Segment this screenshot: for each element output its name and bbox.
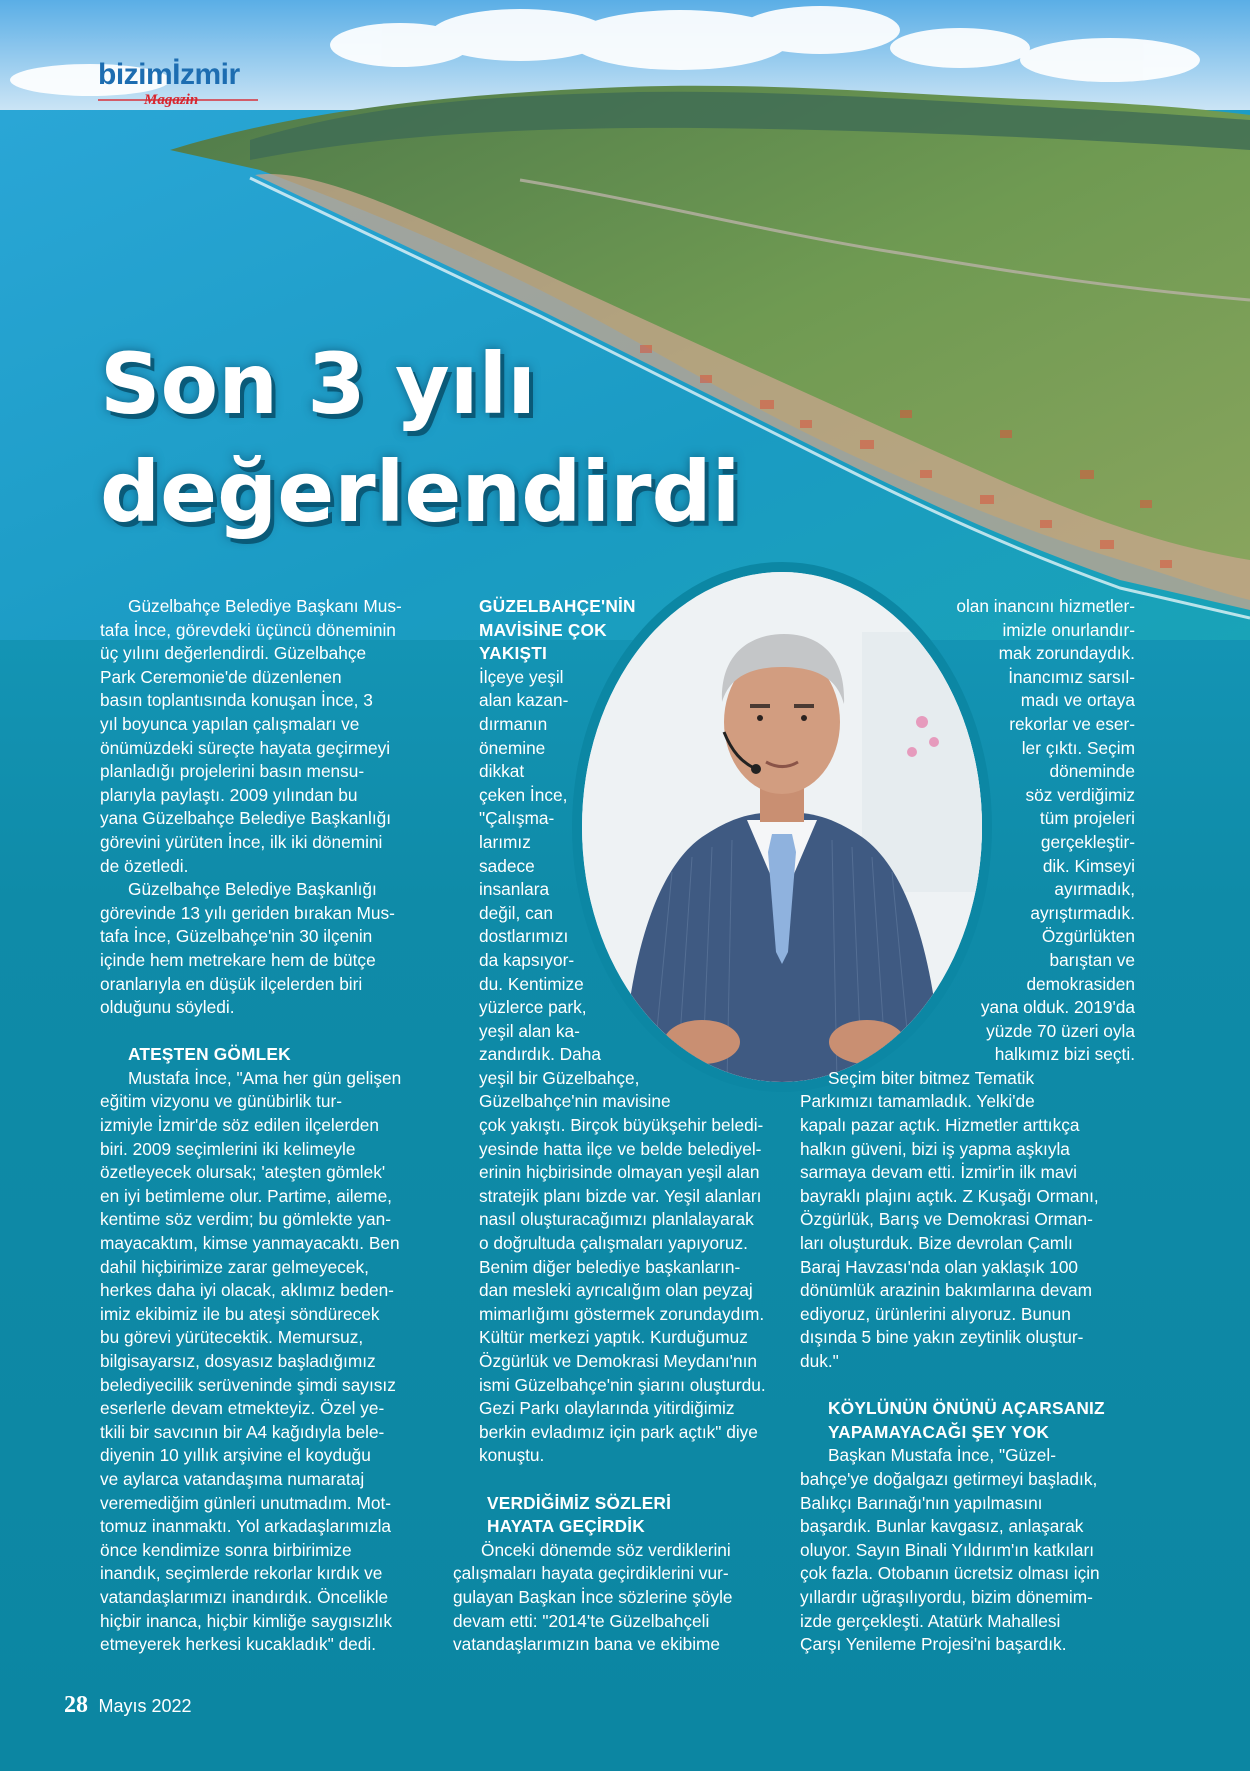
text-line: tomuz inanmaktı. Yol arkadaşlarımızla: [100, 1516, 392, 1537]
headline: [100, 330, 740, 546]
text-line: dönümlük arazinin bakımlarına devam: [800, 1280, 1093, 1301]
text-line: GÜZELBAHÇE'NİN: [479, 596, 636, 616]
col2-subheading-1: [453, 595, 773, 666]
text-line: Özgürlükten: [1041, 926, 1135, 947]
col3-subheading: [800, 1397, 1145, 1444]
text-line: MAVİSİNE ÇOK: [479, 619, 607, 640]
text-line: vatandaşlarımızı inandırdık. Öncelikle: [100, 1586, 389, 1607]
text-line: bu görevi yürütecektik. Memursuz,: [100, 1327, 364, 1348]
text-line: Önceki dönemde söz verdiklerini: [481, 1539, 731, 1560]
text-line: Çarşı Yenileme Projesi'ni başardık.: [800, 1634, 1067, 1655]
text-line: du. Kentimize: [479, 973, 584, 994]
text-line: döneminde: [1049, 761, 1135, 782]
text-line: demokrasiden: [1026, 973, 1135, 994]
text-line: sarmaya devam etti. İzmir'in ilk mavi: [800, 1162, 1077, 1183]
text-line: Başkan Mustafa İnce, "Güzel-: [828, 1445, 1057, 1466]
text-line: yüzde 70 üzeri oyla: [986, 1020, 1135, 1041]
text-line: YAPAMAYACAĞI ŞEY YOK: [828, 1421, 1050, 1442]
text-line: halkın güveni, bizi iş yapma aşkıyla: [800, 1138, 1070, 1159]
text-line: larımız: [479, 831, 531, 852]
text-line: kapalı pazar açtık. Hizmetler arttıkça: [800, 1115, 1080, 1136]
text-line: ve aylarca vatandaşıma numarataj: [100, 1468, 365, 1489]
text-line: erinin hiçbirisinde olmayan yeşil alan: [479, 1162, 760, 1183]
text-line: berkin evladımız için park açtık" diye: [479, 1421, 758, 1442]
text-line: gulayan Başkan İnce sözlerine şöyle: [453, 1586, 733, 1607]
spacer: [453, 1468, 773, 1492]
text-line: en iyi betimleme olur. Partime, aileme,: [100, 1185, 392, 1206]
text-line: halkımız bizi seçti.: [994, 1044, 1135, 1065]
text-line: mimarlığımı göstermek zorundaydım.: [479, 1303, 765, 1324]
logo-text: bizimİzmir: [98, 58, 240, 91]
text-line: inandık, seçimlerde rekorlar kırdık ve: [100, 1563, 383, 1584]
text-line: Güzelbahçe Belediye Başkanlığı: [128, 879, 377, 900]
text-line: imiz ekibimiz ile bu ateşi söndürecek: [100, 1303, 380, 1324]
col2-paragraph-1: [453, 666, 773, 1468]
text-line: tüm projeleri: [1039, 808, 1135, 829]
issue-date: Mayıs 2022: [98, 1696, 192, 1716]
text-line: Gezi Parkı olaylarında yitirdiğimiz: [479, 1398, 735, 1419]
text-line: dik. Kimseyi: [1042, 855, 1135, 876]
text-line: kentime söz verdim; bu gömlekte yan-: [100, 1209, 392, 1230]
text-line: konuştu.: [479, 1445, 545, 1466]
text-line: Güzelbahçe Belediye Başkanı Mus-: [128, 596, 402, 616]
text-line: ları oluşturduk. Bize devrolan Çamlı: [800, 1233, 1073, 1254]
text-line: özetleyecek olursak; 'ateşten gömlek': [100, 1162, 386, 1183]
text-line: tkili bir savcının bir A4 kağıdıyla bele-: [100, 1421, 385, 1442]
col1-paragraph-3: [100, 1067, 430, 1657]
text-line: alan kazan-: [479, 690, 569, 711]
text-line: Mustafa İnce, "Ama her gün gelişen: [128, 1067, 402, 1088]
text-line: da kapsıyor-: [479, 949, 575, 970]
text-line: Park Ceremonie'de düzenlenen: [100, 666, 342, 687]
text-line: gerçekleştir-: [1040, 831, 1135, 852]
text-line: önemine: [479, 737, 546, 758]
text-line: çok fazla. Otobanın ücretsiz olması için: [800, 1563, 1100, 1584]
logo-subtitle: Magazin: [144, 92, 199, 108]
text-line: Özgürlük ve Demokrasi Meydanı'nın: [479, 1351, 757, 1371]
text-line: üç yılını değerlendirdi. Güzelbahçe: [100, 643, 367, 664]
text-line: imizle onurlandır-: [1002, 619, 1135, 640]
text-line: VERDİĞİMİZ SÖZLERİ: [487, 1492, 672, 1513]
text-line: dışında 5 bine yakın zeytinlik oluştur-: [800, 1327, 1084, 1348]
text-line: madı ve ortaya: [1020, 690, 1135, 711]
text-line: yüzlerce park,: [479, 997, 587, 1018]
text-line: yıllardır uğraşılıyordu, bizim dönemim-: [800, 1586, 1093, 1607]
text-line: ler çıktı. Seçim: [1021, 737, 1135, 758]
text-line: insanlara: [479, 879, 550, 900]
text-line: belediyecilik serüveninde şimdi sayısız: [100, 1374, 396, 1395]
text-line: çeken İnce,: [479, 784, 568, 805]
text-line: İlçeye yeşil: [479, 666, 564, 687]
text-line: eğitim vizyonu ve günübirlik tur-: [100, 1091, 343, 1112]
text-line: de özetledi.: [100, 855, 189, 876]
col3-paragraph-2: [800, 1067, 1145, 1374]
text-line: izde gerçekleşti. Atatürk Mahallesi: [800, 1610, 1061, 1631]
text-line: oranlarıyla en düşük ilçelerden biri: [100, 973, 363, 994]
text-line: diyenin 10 yıllık arşivine el koyduğu: [100, 1445, 371, 1466]
text-line: oluyor. Sayın Binali Yıldırım'ın katkıları: [800, 1539, 1095, 1560]
text-line: ayrıştırmadık.: [1030, 902, 1135, 923]
text-line: içinde hem metrekare hem de bütçe: [100, 949, 376, 970]
text-line: KÖYLÜNÜN ÖNÜNÜ AÇARSANIZ: [828, 1398, 1105, 1419]
text-line: hiçbir inanca, hiçbir kimliğe saygısızlık: [100, 1610, 392, 1631]
text-line: stratejik planı bizde var. Yeşil alanları: [479, 1185, 762, 1206]
text-line: devam etti: "2014'te Güzelbahçeli: [453, 1610, 710, 1631]
text-line: ismi Güzelbahçe'nin şiarını oluşturdu.: [479, 1374, 766, 1395]
headline-line-1: Son 3 yılı: [100, 335, 537, 433]
text-line: dan mesleki ayrıcalığım olan peyzaj: [479, 1280, 753, 1301]
text-line: yıl boyunca yapılan çalışmaları ve: [100, 713, 360, 734]
text-line: Benim diğer belediye başkanların-: [479, 1256, 741, 1277]
text-line: dostlarımızı: [479, 926, 569, 947]
text-line: vatandaşlarımızın bana ve ekibime: [453, 1634, 721, 1655]
text-line: mak zorundaydık.: [998, 643, 1135, 664]
text-line: rekorlar ve eser-: [1009, 713, 1135, 734]
text-line: görevinde 13 yılı geriden bırakan Mus-: [100, 902, 395, 923]
col1-paragraph-1: [100, 595, 430, 878]
magazine-logo: [98, 58, 268, 108]
page-number: 28: [64, 1692, 88, 1718]
text-line: tafa İnce, görevdeki üçüncü döneminin: [100, 619, 396, 640]
text-line: bayraklı plajını açtık. Z Kuşağı Ormanı,: [800, 1185, 1099, 1206]
text-line: değil, can: [479, 902, 553, 923]
text-line: ayırmadık,: [1054, 879, 1135, 900]
text-line: önümüzdeki süreçte hayata geçirmeyi: [100, 737, 391, 758]
article-column-1: [100, 595, 430, 1657]
text-line: yana Güzelbahçe Belediye Başkanlığı: [100, 808, 392, 829]
col2-paragraph-2: [453, 1539, 773, 1657]
text-line: bilgisayarsız, dosyasız başladığımız: [100, 1351, 376, 1371]
text-line: olan inancını hizmetler-: [956, 596, 1135, 616]
text-line: Baraj Havzası'nda olan yaklaşık 100: [800, 1256, 1079, 1277]
text-line: izmiyle İzmir'de söz edilen ilçelerden: [100, 1115, 379, 1136]
text-line: Özgürlük, Barış ve Demokrasi Orman-: [800, 1209, 1093, 1230]
col1-subheading: ATEŞTEN GÖMLEK: [128, 1044, 291, 1065]
text-line: mayacaktım, kimse yanmayacaktı. Ben: [100, 1233, 400, 1254]
text-line: zandırdık. Daha: [479, 1044, 601, 1065]
text-line: Parkımızı tamamladık. Yelki'de: [800, 1091, 1035, 1112]
text-line: o doğrultuda çalışmaları yapıyoruz.: [479, 1233, 748, 1254]
text-line: yeşil bir Güzelbahçe,: [479, 1067, 640, 1088]
text-line: olduğunu söyledi.: [100, 997, 235, 1018]
text-line: biri. 2009 seçimlerini iki kelimeyle: [100, 1138, 356, 1159]
text-line: tafa İnce, Güzelbahçe'nin 30 ilçenin: [100, 926, 373, 947]
text-line: basın toplantısında konuşan İnce, 3: [100, 690, 373, 711]
text-line: HAYATA GEÇİRDİK: [487, 1516, 645, 1537]
text-line: çalışmaları hayata geçirdiklerini vur-: [453, 1563, 729, 1584]
text-line: başardık. Bunlar kavgasız, anlaşarak: [800, 1516, 1084, 1537]
headline-line-2: değerlendirdi: [100, 443, 741, 541]
col3-paragraph-3: [800, 1444, 1145, 1656]
text-line: bahçe'ye doğalgazı getirmeyi başladık,: [800, 1468, 1098, 1489]
text-line: etmeyerek herkesi kucakladık" dedi.: [100, 1634, 377, 1655]
spacer: [800, 1374, 1145, 1398]
text-line: Balıkçı Barınağı'nın yapılmasını: [800, 1492, 1043, 1513]
text-line: çok yakıştı. Birçok büyükşehir beledi-: [479, 1115, 764, 1136]
text-line: YAKIŞTI: [479, 643, 547, 664]
text-line: görevini yürüten İnce, ilk iki dönemini: [100, 831, 383, 852]
spacer: [100, 1020, 430, 1044]
text-line: duk.": [800, 1351, 839, 1371]
text-line: İnancımız sarsıl-: [1008, 666, 1135, 687]
text-line: "Çalışma-: [479, 808, 555, 829]
text-line: dikkat: [479, 761, 525, 782]
article-column-2: [453, 595, 773, 1657]
col1-paragraph-2: [100, 878, 430, 1020]
text-line: ediyoruz, ürünlerini alıyoruz. Bunun: [800, 1303, 1071, 1324]
text-line: yana olduk. 2019'da: [980, 997, 1135, 1018]
text-line: önce kendimize sonra birbirimize: [100, 1539, 352, 1560]
text-line: nasıl oluşturacağımızı planlalayarak: [479, 1209, 754, 1230]
text-line: herkes daha iyi olacak, aklımız beden-: [100, 1280, 394, 1301]
text-line: eserlerle devam etmekteyiz. Özel ye-: [100, 1398, 385, 1419]
text-line: Seçim biter bitmez Tematik: [828, 1067, 1035, 1088]
text-line: Güzelbahçe'nin mavisine: [479, 1091, 671, 1112]
text-line: planladığı projelerini basın mensu-: [100, 761, 365, 782]
text-line: barıştan ve: [1049, 949, 1135, 970]
text-line: sadece: [479, 855, 535, 876]
text-line: plarıyla paylaştı. 2009 yılından bu: [100, 784, 358, 805]
text-line: veremediğim günleri unutmadım. Mot-: [100, 1492, 392, 1513]
text-line: Kültür merkezi yaptık. Kurduğumuz: [479, 1327, 748, 1348]
col2-subheading-2: [453, 1492, 773, 1539]
article-column-3: [800, 595, 1145, 1657]
text-line: yeşil alan ka-: [479, 1020, 580, 1041]
text-line: dırmanın: [479, 713, 548, 734]
text-line: yesinde hatta ilçe ve belde belediyel-: [479, 1138, 762, 1159]
text-line: söz verdiğimiz: [1025, 784, 1135, 805]
text-line: dahil hiçbirimize zarar gelmeyecek,: [100, 1256, 369, 1277]
col3-paragraph-1: [800, 595, 1145, 1067]
page-footer: [64, 1692, 192, 1719]
